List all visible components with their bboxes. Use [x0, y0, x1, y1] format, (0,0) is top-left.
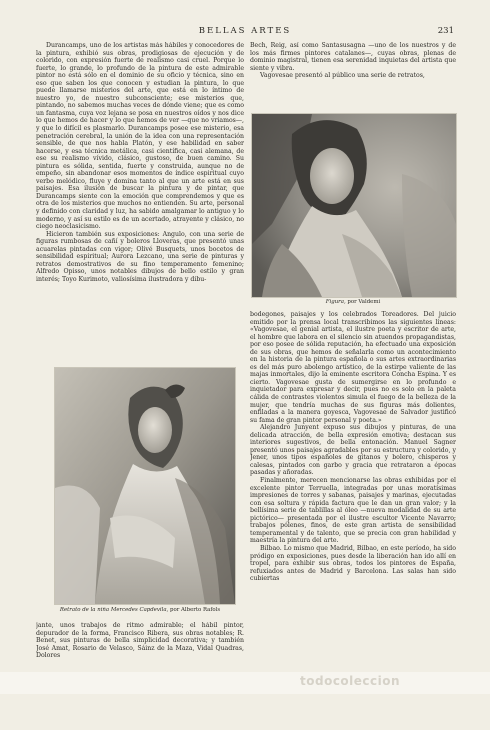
left-photo-caption — [36, 607, 244, 613]
painting-figura-image — [252, 114, 456, 297]
paragraph: bodegones, paisajes y los celebrados Toreadores. Del juicio emitido por la prensa local transcribimos las siguientes líneas: «Vagovesae, el genial artista, el ilustre poeta y escritor de arte, el hombre que labora en el silencio sin atuendos propagandistas, por eso posee de sólida reputación, ha efectuado una exposición de sus obras, que hemos de señalarla como un acontecimiento en la historia de la pintura española o sus artes extraordinarias es del más puro abolengo artístico, de la estirpe valiente de las majas inmortales, dijo la eminente escritora Concha Espina. Y es cierto. Vagovesae gusta de sumergirse en lo profundo e inquietador para expresar y decir, pues no es solo en la paleta cálida de contrastes violentos simula el fuego de la belleza de la mujer, que tendría muchas de sus figuras más dolientes, enfiladas a la manera goyesca, Vagovesae de Salvador justificó su fama de gran pintor personal y poeta.» — [250, 311, 456, 424]
caption-author: por Alberto Rafols — [170, 607, 221, 613]
right-column-top-text — [250, 42, 456, 110]
paragraph: Alejandro Junyent expuso sus dibujos y pinturas, de una delicada atracción, de bella expresión emotiva; destacan sus interiores sugestivos, de bella entonación. Manuel Sagner presentó unos paisajes agradables por su estructura y colorido, y Jener, unos tipos españoles de gitanos y bolero, chisperos y calesas, pintados con garbo y gracia que retrataron a épocas pasadas y añoradas. — [250, 424, 456, 477]
painting-figura-photo — [251, 113, 457, 298]
portrait-image — [55, 368, 235, 604]
paragraph: Durancamps, uno de los artistas más hábiles y conocedores de la pintura, exhibió sus obras, prodigiosas de ejecución y de colorido, con expresión fuerte de realismo casi cruel. Porque lo fuerte, lo grande, lo profundo de la pintura de este admirable pintor no está sólo en el dominio de su oficio y técnica, sino en eso que saben los que conocen y estudian la pintura, lo que puede llamarse misterios del arte, que está en lo íntimo de nuestro yo, de nuestro subconsciente; ese misterios que, pintando, no sabemos muchas veces de dónde viene; que es como un fantasma, cuya voz lejana se posa en nuestros oídos y nos dice lo que hemos de hacer y lo que hemos de ver —que no vriamos—, y que lo difícil es plasmarlo. Durancamps posee ese misterio, esa penetración cerebral, la unión de la idea con una representación sensible, de que nos habla Platón, y ese habilidad en saber hacerse, y esa técnica metálica, casi científica, casi alemana, de ese su realismo vívido, clásico, gustoso, de buen camino. Su pintura es sólida, sentida, fuerte y construida, aunque no de empeño, sin abandonar esos momentos de índice espiritual cuyo verbo melódico, fluye y domina tanto al que un arte está en sus paisajes. Esa ilusión de buscar la pintura y de pintar, que Durancamps siente con la emoción que comprendemos y que es otra de los misterios que muchos no entienden. Su arte, personal y definido con claridad y luz, ha sabido amalgamar lo antiguo y lo moderno, y así su estilo es de un acertado, atrayente y clásico, no ciego neoclasicismo. — [36, 42, 244, 231]
watermark-text: todocoleccion — [300, 674, 401, 688]
page-header — [36, 26, 454, 40]
paragraph: Vagovesae presentó al público una serie de retratos, — [260, 72, 425, 80]
left-column-bottom-text — [36, 622, 244, 670]
right-column-bottom-text — [250, 311, 456, 672]
page-title: BELLAS ARTES — [198, 26, 292, 36]
portrait-mercedes-capdevila-photo — [54, 367, 236, 605]
paragraph: jante, unos trabajos de ritmo admirable; el hábil pintor, depurador de la forma, Francisco Ribera, sus obras notables; R. Benet, sus pinturas de bella simplicidad decorativa; y también José Amat, Rosario de Velasco, Sáinz de la Maza, Vidal Quadras, Dolores — [36, 622, 244, 660]
paragraph: Bilbao. Lo mismo que Madrid, Bilbao, en este período, ha sido pródigo en exposiciones, pues desde la liberación han ido allí en tropel, para exhibir sus obras, todos los pintores de España, refuxiados antes de Madrid y Barcelona. Las salas han sido cubiertas — [250, 544, 456, 583]
caption-title: Retrato de la niña Mercedes Capdevila, — [59, 607, 169, 613]
page-number: 231 — [437, 26, 454, 36]
caption-author: por Valdemi — [347, 299, 381, 305]
paragraph: Bech, Reig, así como Santasusagna —uno de los nuestros y de los más firmes pintores catalanes—, cuyas obras, plenas de dominio magistral, tienen esa serenidad inquietas del artista que siente y vibra. — [250, 42, 456, 72]
right-photo-caption — [251, 299, 455, 305]
paragraph: Hicieron también sus exposiciones: Angulo, con una serie de figuras rumbosas de cañí y boleros Lloveras, que presentó unas acuarelas pintadas con vigor; Olivé Busquets, unos bocetos de sensibilidad espiritual; Aurora Lezcano, una serie de pinturas y retratos demostrativos de su fino temperamento femenino; Alfredo Opisso, unos notables dibujos de bello estilo y gran interés; Toyo Kurimoto, valiosísima ilustradora y dibu- — [36, 230, 244, 283]
left-column-top-text — [36, 42, 244, 364]
caption-title: Figura, — [325, 299, 346, 305]
paragraph: Finalmente, merecen mencionarse las obras exhibidas por el excelente pintor Terruella, integradas por unas moratísimas impresiones de torres y sabanas, paisajes y marinas, ejecutadas con esa soltura y rápida factura que le dan un gran valor; y la bellísima serie de tablillas al óleo —nueva modalidad de su arte pictórico— presentada por el ilustre escultor Vicente Navarro; trabajos pólenes, finos, de este gran artista de sensibilidad temperamental y de talento, que se precia con gran habilidad y maestría la pintura del arte. — [250, 477, 456, 545]
